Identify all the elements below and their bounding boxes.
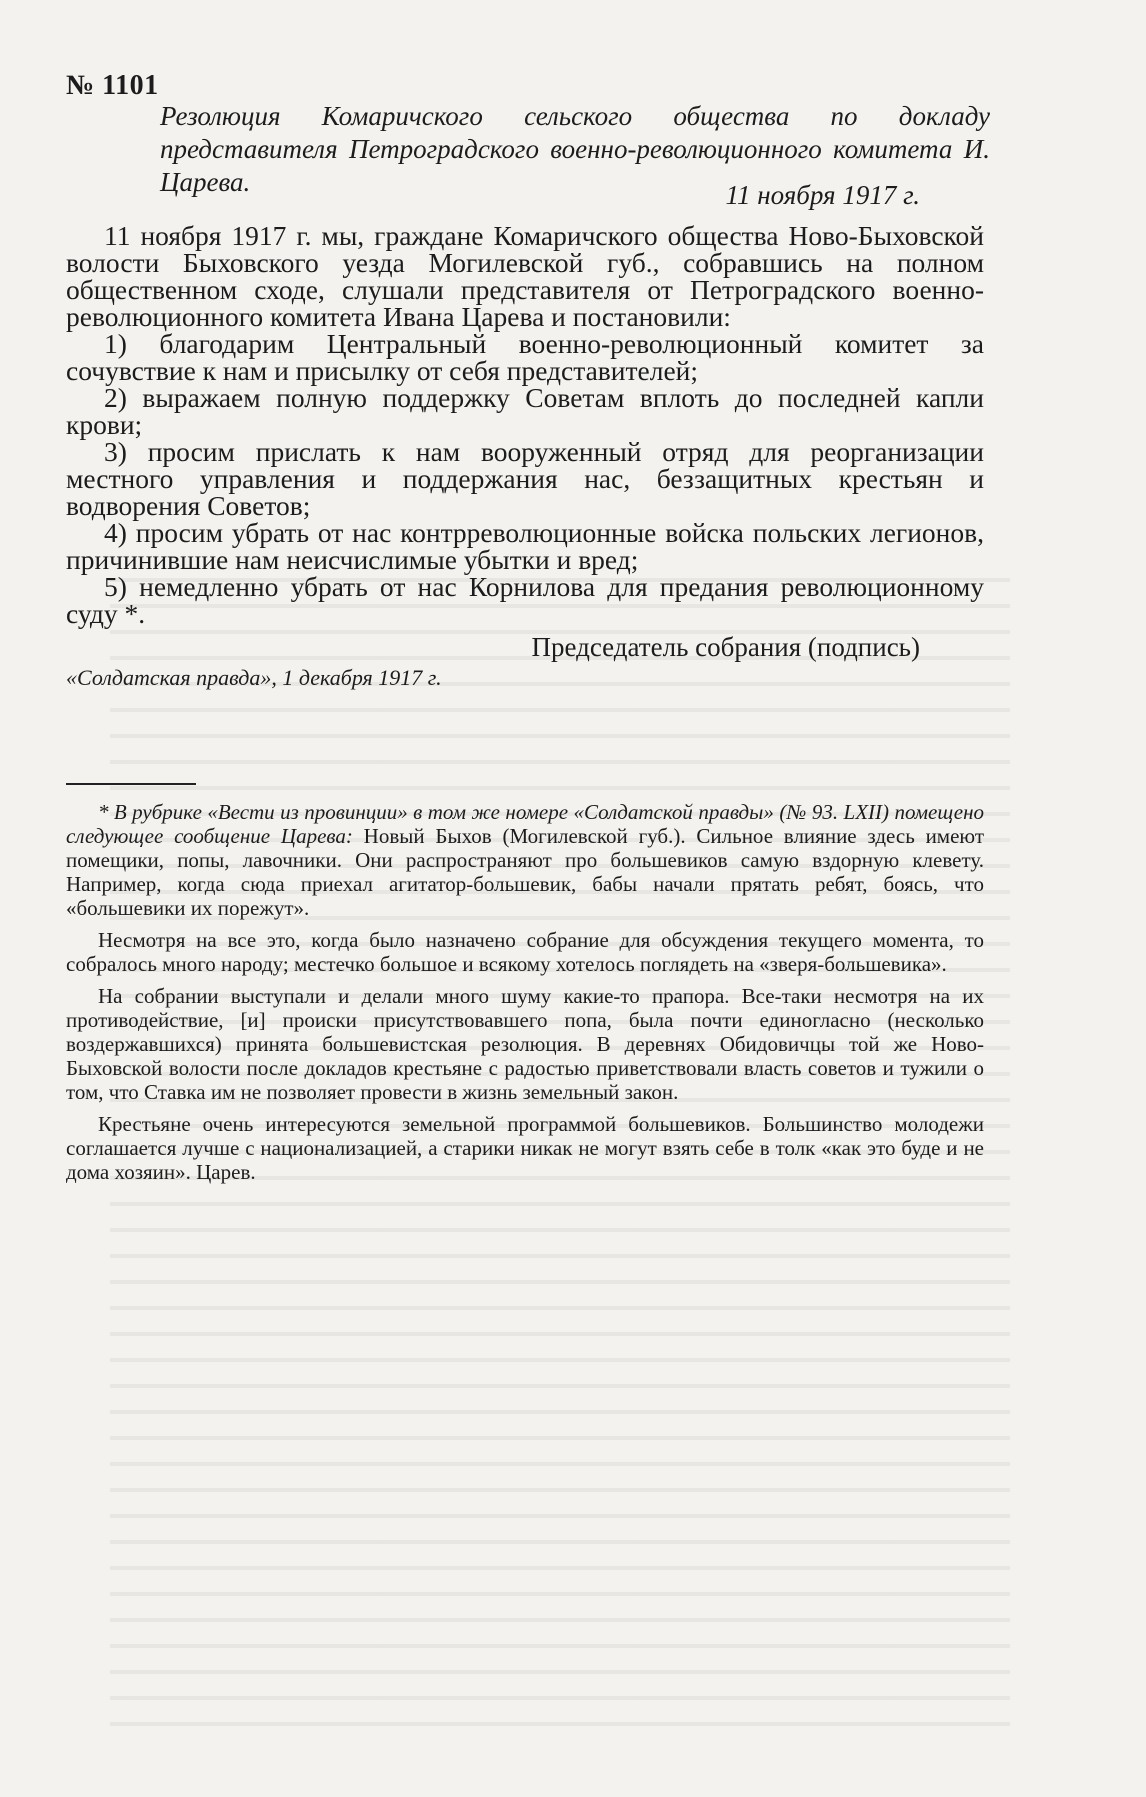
- footnote-paragraph-1: [66, 800, 984, 920]
- document-number: № 1101: [66, 70, 159, 101]
- footnote: [66, 800, 984, 1192]
- signature-line: Председатель собрания (подпись): [531, 632, 920, 662]
- footnote-lead-rest: Новый Быхов (Могилевской губ.). Сильное влияние здесь имеют помещики, попы, лавочники. Они распространяют про большевиков самую вздорную клевету. Например, когда сюда приехал агитатор-большевик, бабы начали прятать ребят, боясь, что «большевики их порежут».: [66, 824, 985, 920]
- footnote-paragraph-4: Крестьяне очень интересуются земельной программой большевиков. Большинство молодежи соглашается лучше с национализацией, а старики никак не могут взять себе в толк «как это буде и не дома хозяин». Царев.: [66, 1112, 984, 1184]
- source-citation: «Солдатская правда», 1 декабря 1917 г.: [66, 665, 442, 690]
- footnote-lead: * В рубрике «Вести из провинции» в том же номере «Солдатской правды» (№ 93. LXII) помещено следующее сообщение Царева:: [66, 800, 984, 848]
- document-body: [66, 222, 984, 627]
- resolution-item-1: 1) благодарим Центральный военно-революционный комитет за сочувствие к нам и присылку от себя представителей;: [66, 328, 984, 386]
- resolution-item-4: 4) просим убрать от нас контрреволюционные войска польских легионов, причинившие нам неисчислимые убытки и вред;: [66, 517, 984, 575]
- resolution-item-2: 2) выражаем полную поддержку Советам вплоть до последней капли крови;: [66, 382, 984, 440]
- body-paragraph-intro: 11 ноября 1917 г. мы, граждане Комаричского общества Ново-Быховской волости Быховского уезда Могилевской губ., собравшись на полном общественном сходе, слушали представителя от Петроградского военно-революционного комитета Ивана Царева и постановили:: [66, 220, 984, 332]
- document-heading: Резолюция Комаричского сельского общества по докладу представителя Петроградского военно-революционного комитета И. Царева.: [160, 101, 990, 197]
- resolution-item-5: 5) немедленно убрать от нас Корнилова для предания революционному суду *.: [66, 571, 984, 629]
- document-date: 11 ноября 1917 г.: [725, 180, 920, 210]
- footnote-paragraph-2: Несмотря на все это, когда было назначено собрание для обсуждения текущего момента, то собралось много народу; местечко большое и всякому хотелось поглядеть на «зверя-большевика».: [66, 928, 984, 976]
- footnote-divider: [66, 783, 196, 785]
- resolution-item-3: 3) просим прислать к нам вооруженный отряд для реорганизации местного управления и поддержания нас, беззащитных крестьян и водворения Советов;: [66, 436, 984, 521]
- footnote-paragraph-3: На собрании выступали и делали много шуму какие-то прапора. Все-таки несмотря на их противодействие, [и] происки присутствовавшего попа, была почти единогласно (несколько воздержавшихся) принята большевистская резолюция. В деревнях Обидовичцы той же Ново-Быховской волости после докладов крестьяне с радостью приветствовали власть советов и тужили о том, что Ставка им не позволяет провести в жизнь земельный закон.: [66, 984, 984, 1104]
